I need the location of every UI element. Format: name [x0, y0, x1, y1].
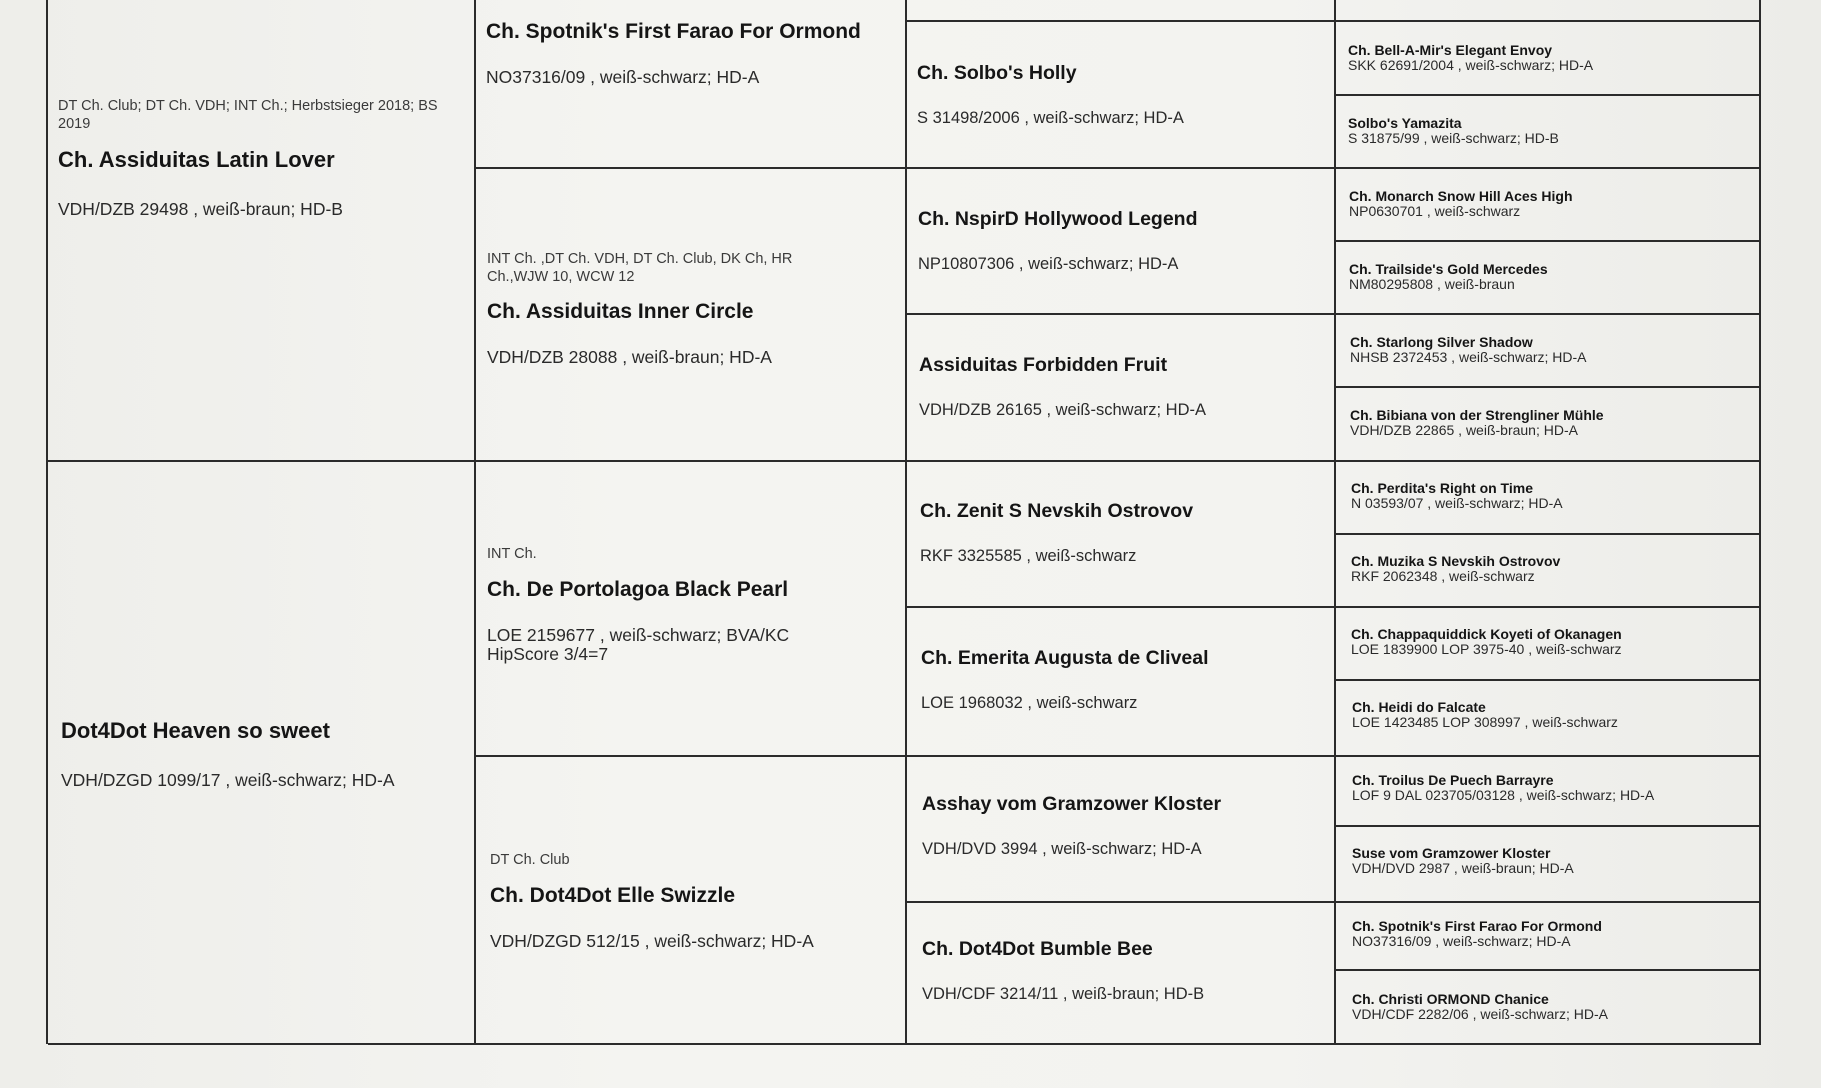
gen4-info-11: LOF 9 DAL 023705/03128 , weiß-schwarz; HD-A: [1352, 786, 1655, 803]
row-divider-gen4-a: [1336, 94, 1759, 96]
gen2-titles-3: INT Ch.: [487, 546, 537, 562]
gen4-cell-4: [1349, 262, 1754, 291]
row-divider-gen4-g: [1336, 969, 1759, 971]
table-border-left: [46, 0, 48, 1044]
gen3-cell-1: [917, 62, 1317, 128]
gen3-cell-5: [921, 647, 1321, 713]
dam-info: VDH/DZGD 1099/17 , weiß-schwarz; HD-A: [61, 770, 395, 790]
gen4-cell-10: [1352, 700, 1757, 729]
sire-name: Ch. Assiduitas Latin Lover: [58, 147, 335, 173]
sire-titles: DT Ch. Club; DT Ch. VDH; INT Ch.; Herbstsieger 2018; BS 2019: [58, 98, 438, 132]
gen2-name-3: Ch. De Portolagoa Black Pearl: [487, 577, 789, 601]
gen3-name-3: Assiduitas Forbidden Fruit: [919, 354, 1168, 376]
gen3-name-4: Ch. Zenit S Nevskih Ostrovov: [920, 500, 1194, 522]
row-divider-gen4-e: [1336, 679, 1759, 681]
row-divider-gen3-d: [907, 901, 1759, 903]
gen4-name-9: Ch. Chappaquiddick Koyeti of Okanagen: [1351, 626, 1622, 642]
gen4-info-8: RKF 2062348 , weiß-schwarz: [1351, 567, 1535, 584]
gen4-name-6: Ch. Bibiana von der Strengliner Mühle: [1350, 407, 1604, 423]
gen4-info-4: NM80295808 , weiß-braun: [1349, 275, 1515, 292]
gen2-info-4: VDH/DZGD 512/15 , weiß-schwarz; HD-A: [490, 930, 814, 951]
gen3-cell-3: [919, 354, 1319, 420]
gen4-cell-7: [1351, 481, 1756, 510]
gen2-cell-2: [487, 251, 827, 368]
row-divider-gen2-bottom: [476, 755, 1759, 757]
column-divider-1: [474, 0, 476, 1044]
gen3-name-6: Asshay vom Gramzower Kloster: [922, 793, 1222, 815]
row-divider-gen4-b: [1336, 240, 1759, 242]
gen4-info-7: N 03593/07 , weiß-schwarz; HD-A: [1351, 494, 1563, 511]
gen4-cell-9: [1351, 627, 1756, 656]
gen3-info-4: RKF 3325585 , weiß-schwarz: [920, 547, 1137, 565]
row-divider-gen4-c: [1336, 386, 1759, 388]
gen3-info-2: NP10807306 , weiß-schwarz; HD-A: [918, 255, 1179, 273]
gen4-info-12: VDH/DVD 2987 , weiß-braun; HD-A: [1352, 859, 1574, 876]
gen4-info-1: SKK 62691/2004 , weiß-schwarz; HD-A: [1348, 56, 1594, 73]
gen2-cell-4: [490, 852, 890, 951]
gen3-name-7: Ch. Dot4Dot Bumble Bee: [922, 938, 1153, 960]
gen4-cell-3: [1349, 189, 1754, 218]
dam-name: Dot4Dot Heaven so sweet: [61, 718, 330, 743]
gen2-titles-4: DT Ch. Club: [490, 852, 570, 868]
gen4-name-2: Solbo's Yamazita: [1348, 115, 1462, 131]
gen4-info-6: VDH/DZB 22865 , weiß-braun; HD-A: [1350, 421, 1578, 438]
gen3-cell-2: [918, 208, 1318, 274]
gen2-cell-1: [486, 20, 896, 87]
gen4-name-1: Ch. Bell-A-Mir's Elegant Envoy: [1348, 42, 1553, 58]
row-divider-gen4-d: [1336, 533, 1759, 535]
gen4-name-3: Ch. Monarch Snow Hill Aces High: [1349, 188, 1573, 204]
gen3-info-3: VDH/DZB 26165 , weiß-schwarz; HD-A: [919, 401, 1206, 419]
gen4-name-4: Ch. Trailside's Gold Mercedes: [1349, 261, 1548, 277]
gen4-name-5: Ch. Starlong Silver Shadow: [1350, 334, 1533, 350]
gen2-name-2: Ch. Assiduitas Inner Circle: [487, 300, 754, 324]
gen4-name-11: Ch. Troilus De Puech Barrayre: [1352, 772, 1554, 788]
gen2-info-1: NO37316/09 , weiß-schwarz; HD-A: [486, 67, 760, 87]
gen4-cell-1: [1348, 43, 1753, 72]
row-divider-gen3-c: [907, 606, 1759, 608]
gen4-info-3: NP0630701 , weiß-schwarz: [1349, 202, 1521, 219]
gen3-name-2: Ch. NspirD Hollywood Legend: [918, 208, 1198, 230]
dam-cell: [61, 718, 461, 791]
gen4-info-10: LOE 1423485 LOP 308997 , weiß-schwarz: [1352, 713, 1618, 730]
gen4-name-12: Suse vom Gramzower Kloster: [1352, 845, 1551, 861]
gen4-cell-11: [1352, 773, 1757, 802]
gen3-name-5: Ch. Emerita Augusta de Cliveal: [921, 647, 1209, 669]
gen4-info-9: LOE 1839900 LOP 3975-40 , weiß-schwarz: [1351, 640, 1622, 657]
row-divider-gen4-f: [1336, 825, 1759, 827]
gen3-cell-6: [922, 793, 1322, 859]
gen3-info-1: S 31498/2006 , weiß-schwarz; HD-A: [917, 109, 1184, 127]
gen3-info-7: VDH/CDF 3214/11 , weiß-braun; HD-B: [922, 985, 1205, 1003]
gen2-info-2: VDH/DZB 28088 , weiß-braun; HD-A: [487, 347, 772, 368]
gen2-titles-2: INT Ch. ,DT Ch. VDH, DT Ch. Club, DK Ch, HR Ch.,WJW 10, WCW 12: [487, 251, 793, 285]
column-divider-2: [905, 0, 907, 1044]
gen4-name-13: Ch. Spotnik's First Farao For Ormond: [1352, 918, 1602, 934]
row-divider-gen2-top: [476, 167, 1759, 169]
gen2-info-3: LOE 2159677 , weiß-schwarz; BVA/KC HipScore 3/4=7: [487, 624, 790, 664]
gen3-cell-4: [920, 500, 1320, 566]
gen4-cell-6: [1350, 408, 1755, 437]
gen4-name-8: Ch. Muzika S Nevskih Ostrovov: [1351, 553, 1561, 569]
gen3-info-5: LOE 1968032 , weiß-schwarz: [921, 694, 1138, 712]
gen4-cell-14: [1352, 992, 1757, 1021]
gen3-info-6: VDH/DVD 3994 , weiß-schwarz; HD-A: [922, 840, 1202, 858]
row-divider-gen3-a: [907, 20, 1759, 22]
gen4-info-2: S 31875/99 , weiß-schwarz; HD-B: [1348, 129, 1559, 146]
gen4-name-14: Ch. Christi ORMOND Chanice: [1352, 991, 1549, 1007]
gen4-name-10: Ch. Heidi do Falcate: [1352, 699, 1486, 715]
gen4-cell-12: [1352, 846, 1757, 875]
gen4-cell-13: [1352, 919, 1757, 948]
gen4-cell-2: [1348, 116, 1753, 145]
sire-info: VDH/DZB 29498 , weiß-braun; HD-B: [58, 199, 343, 220]
gen3-name-1: Ch. Solbo's Holly: [917, 62, 1077, 84]
gen2-name-1: Ch. Spotnik's First Farao For Ormond: [486, 20, 861, 43]
column-divider-3: [1334, 0, 1336, 1044]
row-divider-gen3-b: [907, 313, 1759, 315]
row-divider-gen1: [48, 460, 1759, 462]
gen2-cell-3: [487, 546, 857, 664]
gen2-name-4: Ch. Dot4Dot Elle Swizzle: [490, 883, 736, 907]
gen4-cell-8: [1351, 554, 1756, 583]
sire-cell: [58, 98, 458, 220]
gen4-info-13: NO37316/09 , weiß-schwarz; HD-A: [1352, 932, 1571, 949]
gen4-info-14: VDH/CDF 2282/06 , weiß-schwarz; HD-A: [1352, 1005, 1608, 1022]
gen3-cell-7: [922, 938, 1322, 1004]
gen4-info-5: NHSB 2372453 , weiß-schwarz; HD-A: [1350, 348, 1587, 365]
gen4-cell-5: [1350, 335, 1755, 364]
table-border-right: [1759, 0, 1761, 1044]
gen4-name-7: Ch. Perdita's Right on Time: [1351, 480, 1533, 496]
